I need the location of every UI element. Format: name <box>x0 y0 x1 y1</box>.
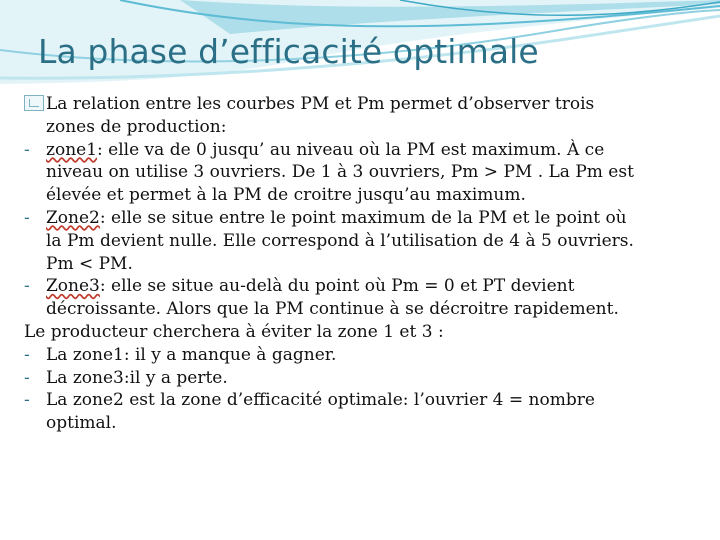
point-3-continued: optimal. <box>46 413 117 434</box>
dash-marker: - <box>24 344 30 365</box>
dash-marker: - <box>24 139 30 160</box>
zone2-text-1: : elle se situe entre le point maximum de la PM et le point où <box>99 207 627 228</box>
point-2-text: La zone3:il y a perte. <box>46 367 228 388</box>
zone1-label: zone1 <box>46 139 98 160</box>
zone2-line-2: la Pm devient nulle. Elle correspond à l’utilisation de 4 à 5 ouvriers. <box>46 230 634 251</box>
zone1-line-1 <box>24 139 704 162</box>
dash-marker: - <box>24 207 30 228</box>
dash-marker: - <box>24 367 30 388</box>
zone3-label: Zone3 <box>46 276 100 297</box>
intro-line-1 <box>24 93 704 116</box>
point-3-text: La zone2 est la zone d’efficacité optimale: l’ouvrier 4 = nombre <box>46 390 595 411</box>
conclusion-line: Le producteur cherchera à éviter la zone 1 et 3 : <box>24 321 444 342</box>
point-1 <box>24 344 704 367</box>
zone2-label: Zone2 <box>46 207 100 228</box>
slide-body <box>24 93 704 435</box>
zone2-line-1 <box>24 207 704 230</box>
zone3-line-1 <box>24 275 704 298</box>
point-3 <box>24 389 704 412</box>
point-2 <box>24 367 704 390</box>
slide-title: La phase d’efficacité optimale <box>38 32 539 71</box>
zone1-line-3: élevée et permet à la PM de croitre jusqu’au maximum. <box>46 185 526 206</box>
zone2-line-3: Pm < PM. <box>46 253 133 274</box>
dash-marker: - <box>24 276 30 297</box>
zone1-text-1: : elle va de 0 jusqu’ au niveau où la PM est maximum. À ce <box>97 139 605 160</box>
zone3-line-2: décroissante. Alors que la PM continue à se décroitre rapidement. <box>46 299 619 320</box>
dash-marker: - <box>24 390 30 411</box>
unknown-glyph-box-icon <box>24 95 44 111</box>
zone1-line-2: niveau on utilise 3 ouvriers. De 1 à 3 ouvriers, Pm > PM . La Pm est <box>46 162 634 183</box>
point-1-text: La zone1: il y a manque à gagner. <box>46 344 337 365</box>
zone3-text-1: : elle se situe au-delà du point où Pm = 0 et PT devient <box>99 276 575 297</box>
intro-line-2: zones de production: <box>46 116 227 137</box>
intro-text-1: La relation entre les courbes PM et Pm permet d’observer trois <box>46 94 595 114</box>
